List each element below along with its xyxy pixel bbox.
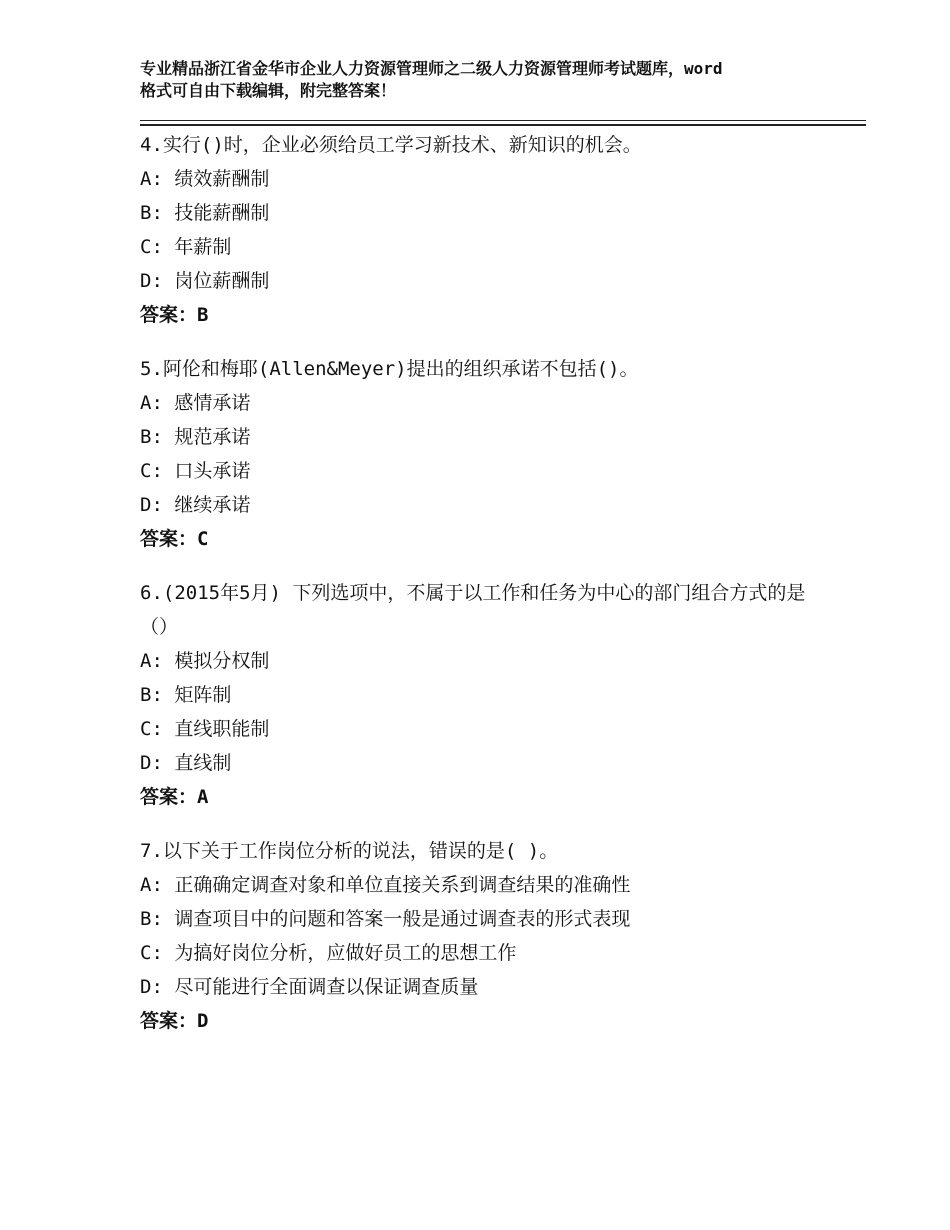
option-d: D: 直线制 — [140, 752, 232, 774]
header-rule-thin — [140, 120, 866, 121]
question-text: 6.(2015年5月) 下列选项中，不属于以工作和任务为中心的部门组合方式的是（） — [140, 582, 806, 638]
answer-label: 答案：D — [140, 1010, 209, 1032]
option-b: B: 矩阵制 — [140, 684, 232, 706]
option-d: D: 尽可能进行全面调查以保证调查质量 — [140, 976, 479, 998]
answer-label: 答案：B — [140, 304, 209, 326]
question-5 — [140, 352, 820, 556]
option-b: B: 技能薪酬制 — [140, 202, 270, 224]
question-text: 4.实行()时，企业必须给员工学习新技术、新知识的机会。 — [140, 134, 642, 156]
question-list — [140, 128, 820, 1056]
option-c: C: 直线职能制 — [140, 718, 270, 740]
option-d: D: 岗位薪酬制 — [140, 270, 270, 292]
option-a: A: 感情承诺 — [140, 392, 251, 414]
option-b: B: 规范承诺 — [140, 426, 251, 448]
option-a: A: 绩效薪酬制 — [140, 168, 270, 190]
question-text: 7.以下关于工作岗位分析的说法，错误的是( )。 — [140, 840, 559, 862]
question-6 — [140, 576, 820, 814]
option-b: B: 调查项目中的问题和答案一般是通过调查表的形式表现 — [140, 908, 631, 930]
option-c: C: 年薪制 — [140, 236, 232, 258]
header-line-1: 专业精品浙江省金华市企业人力资源管理师之二级人力资源管理师考试题库，word — [140, 59, 723, 78]
option-c: C: 为搞好岗位分析，应做好员工的思想工作 — [140, 942, 517, 964]
question-4 — [140, 128, 820, 332]
option-a: A: 正确确定调查对象和单位直接关系到调查结果的准确性 — [140, 874, 631, 896]
document-header — [140, 58, 830, 102]
answer-label: 答案：A — [140, 786, 209, 808]
option-d: D: 继续承诺 — [140, 494, 251, 516]
option-a: A: 模拟分权制 — [140, 650, 270, 672]
header-rule-thick — [140, 124, 866, 126]
answer-label: 答案：C — [140, 528, 209, 550]
question-7 — [140, 834, 820, 1038]
header-line-2: 格式可自由下载编辑，附完整答案！ — [140, 81, 397, 100]
question-text: 5.阿伦和梅耶(Allen&Meyer)提出的组织承诺不包括()。 — [140, 358, 639, 380]
option-c: C: 口头承诺 — [140, 460, 251, 482]
